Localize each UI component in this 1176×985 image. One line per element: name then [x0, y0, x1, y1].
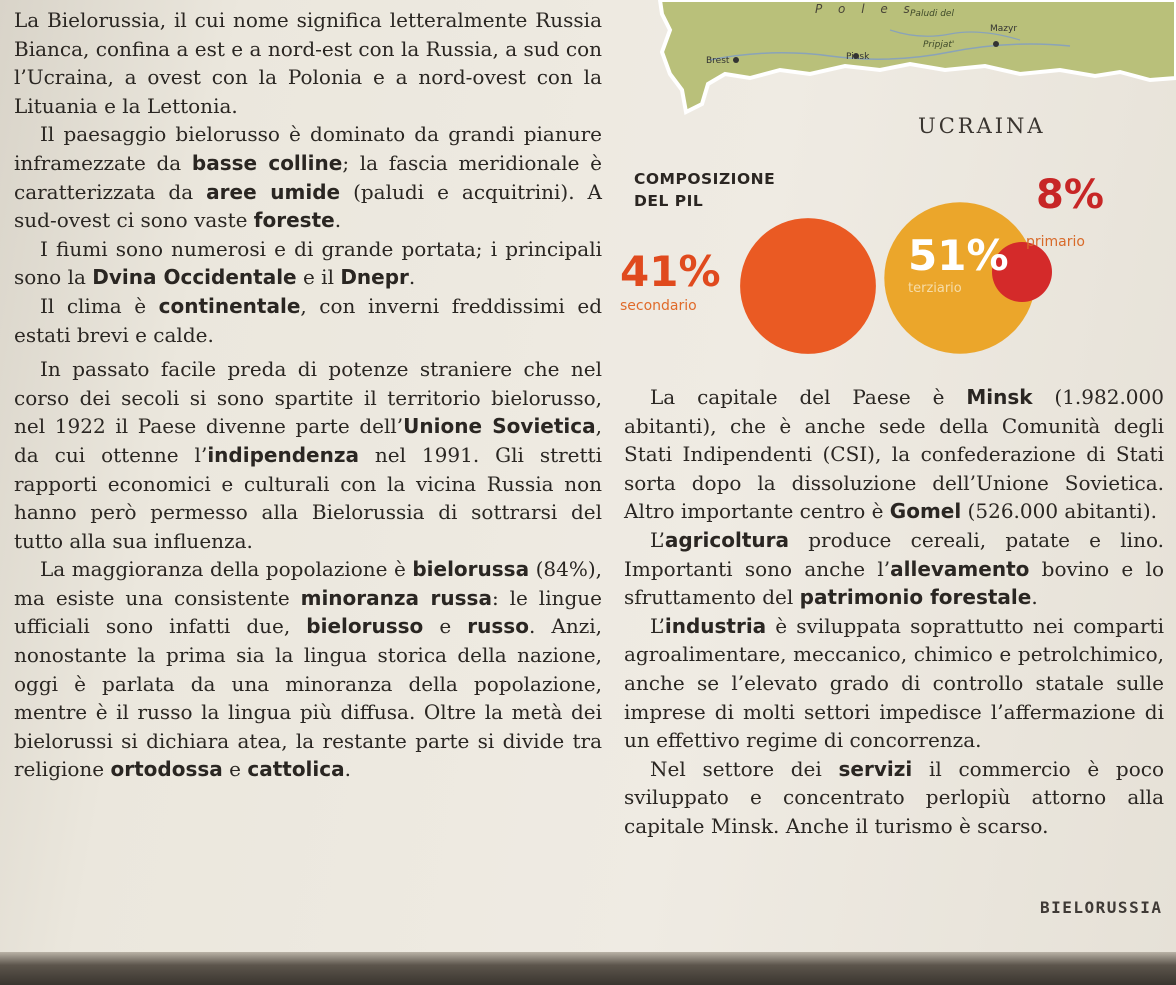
- label-secondario-value: 41%: [620, 247, 721, 296]
- map-city-brest: Brest: [706, 56, 730, 66]
- page-edge-shadow: [0, 952, 1176, 985]
- right-text-column: [624, 383, 1164, 841]
- map-marsh-label: Paludi del: [910, 9, 954, 19]
- chapter-tag: BIELORUSSIA: [1040, 898, 1163, 917]
- paragraph-industria: L’industria è sviluppata soprattutto nei comparti agroalimentare, meccanico, chimico e petrolchimico, anche se l’elevato grado di controllo statale sulle imprese di molti settori impedisce l’affermazione di un effettivo regime di concorrenza.: [624, 613, 1164, 753]
- paragraph-servizi: Nel settore dei servizi il commercio è poco sviluppato e concentrato perlopiù attorno alla capitale Minsk. Anche il turismo è scarso.: [624, 756, 1165, 838]
- slice-secondario: [740, 218, 876, 354]
- map-city-mozyr: Mazyr: [990, 24, 1018, 34]
- label-primario-name: primario: [1026, 234, 1085, 250]
- map-region-label: P o l e s: [815, 2, 916, 16]
- gdp-composition-chart: [590, 160, 1150, 380]
- map-city-pinsk: Pinsk: [846, 52, 870, 62]
- label-terziario-name: terziario: [908, 281, 962, 296]
- left-text-column: [14, 6, 602, 784]
- paragraph-clima: Il clima è continentale, con inverni freddissimi ed estati brevi e calde.: [14, 293, 602, 347]
- label-primario-value: 8%: [1036, 172, 1104, 218]
- label-terziario-value: 51%: [908, 231, 1009, 280]
- paragraph-fiumi: I fiumi sono numerosi e di grande portata; i principali sono la Dvina Occidentale e il Dnepr.: [14, 236, 602, 290]
- chart-title-line-1: COMPOSIZIONE: [634, 170, 776, 188]
- label-secondario-name: secondario: [620, 298, 697, 314]
- paragraph-agricoltura: L’agricoltura produce cereali, patate e lino. Importanti sono anche l’allevamento bovino e lo sfruttamento del patrimonio forestale.: [624, 527, 1164, 610]
- map-country-ukraine: UCRAINA: [918, 114, 1046, 138]
- paragraph-capitale: La capitale del Paese è Minsk (1.982.000 abitanti), che è anche sede della Comunità degli Stati Indipendenti (CSI), la confederazione di Stati sorta dopo la dissoluzione dell’Unione Sovietica. Altro importante centro è Gomel (526.000 abitanti).: [624, 385, 1164, 524]
- paragraph-confini: La Bielorussia, il cui nome significa letteralmente Russia Bianca, confina a est e a nord-est con la Russia, a sud con l’Ucraina, a ovest con la Polonia e a nord-ovest con la Lituania e la Lettonia.: [14, 8, 602, 118]
- paragraph-popolazione: La maggioranza della popolazione è bielorussa (84%), ma esiste una consistente minoranza russa: le lingue ufficiali sono infatti due, bielorusso e russo. Anzi, nonostante la prima sia la lingua storica della nazione, oggi è parlata da una minoranza della popolazione, mentre è il russo la lingua più diffusa. Oltre la metà dei bielorussi si dichiara atea, la restante parte si divide tra religione ortodossa e cattolica.: [14, 557, 603, 782]
- chart-title-line-2: DEL PIL: [634, 192, 704, 210]
- map-marsh-label-2: Pripjat': [923, 40, 955, 50]
- map-belarus-south: [590, 0, 1176, 150]
- paragraph-storia: In passato facile preda di potenze straniere che nel corso dei secoli si sono spartite il territorio bielorusso, nel 1922 il Paese divenne parte dell’Unione Sovietica, da cui ottenne l’indipendenza nel 1991. Gli stretti rapporti economici e culturali con la vicina Russia non hanno però permesso alla Bielorussia di sottrarsi del tutto alla sua influenza.: [14, 357, 603, 553]
- paragraph-paesaggio: Il paesaggio bielorusso è dominato da grandi pianure inframezzate da basse colline; la fascia meridionale è caratterizzata da aree umide (paludi e acquitrini). A sud-ovest ci sono vaste foreste.: [14, 122, 602, 233]
